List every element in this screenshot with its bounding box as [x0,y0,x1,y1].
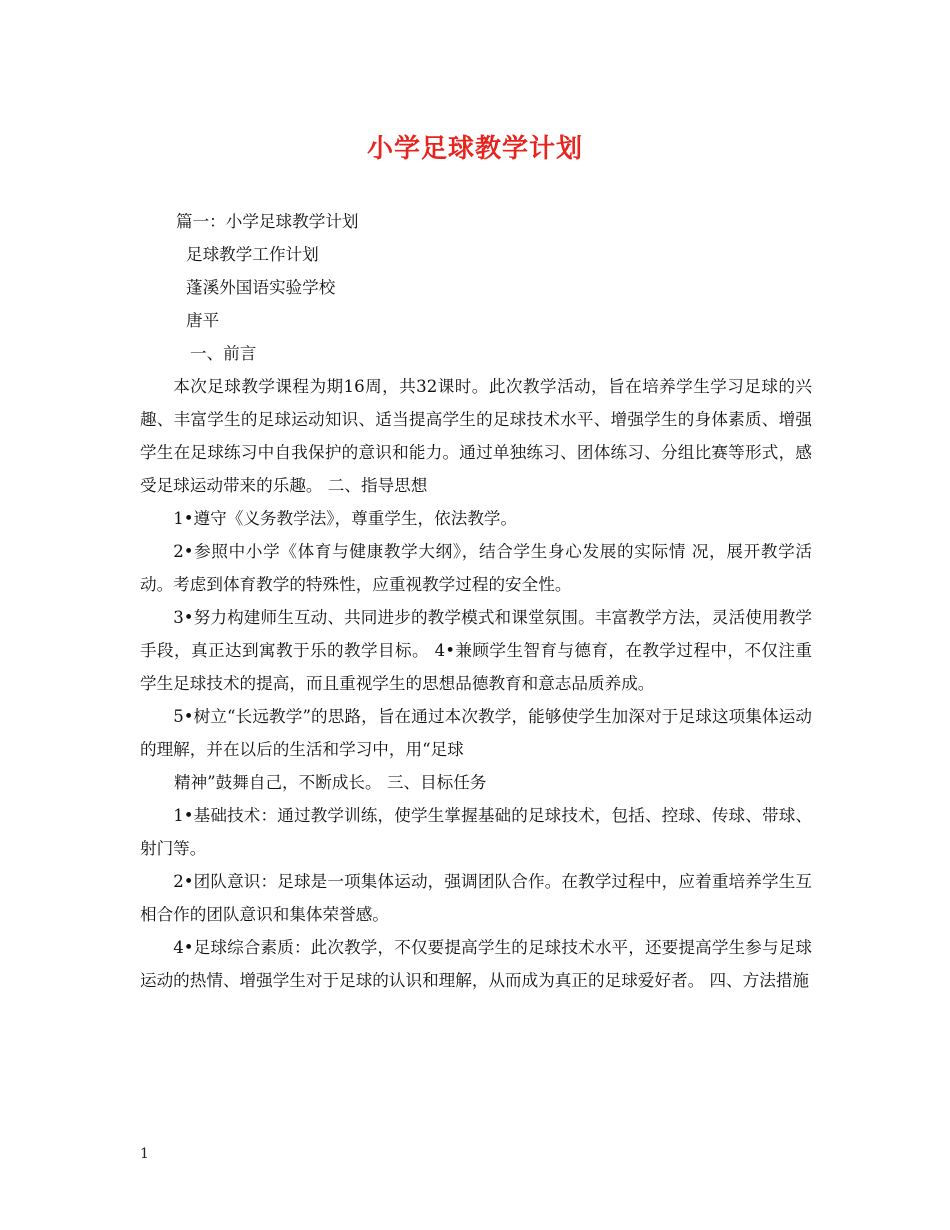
document-body [140,205,812,997]
paragraph-item-1: 1•遵守《义务教学法》，尊重学生，依法教学。 [173,509,518,528]
paragraph-item-5: 5•树立“长远教学”的思路，旨在通过本次教学，能够使学生加深对于足球这项集体运动的理解，并在以后的生活和学习中，用“足球 [140,707,812,759]
paragraph-item-3-4: 3•努力构建师生互动、共同进步的教学模式和课堂氛围。丰富教学方法，灵活使用教学手段，真正达到寓教于乐的教学目标。 4•兼顾学生智育与德育，在教学过程中，不仅注重学生足球技术的提高，而且重视学生的思想品德教育和意志品质养成。 [140,608,812,693]
page-number: 1 [140,1146,149,1162]
school-name: 蓬溪外国语实验学校 [186,278,336,297]
paragraph-goal-4: 4•足球综合素质：此次教学，不仅要提高学生的足球技术水平，还要提高学生参与足球运动的热情、增强学生对于足球的认识和理解，从而成为真正的足球爱好者。 四、方法措施 [140,938,812,990]
plan-name: 足球教学工作计划 [186,245,319,264]
paragraph-goal-1: 1•基础技术：通过教学训练，使学生掌握基础的足球技术，包括、控球、传球、带球、射门等。 [140,806,812,858]
paragraph-item-2: 2•参照中小学《体育与健康教学大纲》，结合学生身心发展的实际情 况，展开教学活动。考虑到体育教学的特殊性，应重视教学过程的安全性。 [140,542,812,594]
document-title: 小学足球教学计划 [366,134,583,164]
paragraph-goal-2: 2•团队意识：足球是一项集体运动，强调团队合作。在教学过程中，应着重培养学生互相合作的团队意识和集体荣誉感。 [140,872,812,924]
paragraph-continuation: 精神”鼓舞自己，不断成长。 三、目标任务 [174,773,487,792]
author-name: 唐平 [186,311,220,330]
section-preface: 一、前言 [190,344,257,363]
paragraph-preface: 本次足球教学课程为期16周，共32课时。此次教学活动，旨在培养学生学习足球的兴趣、丰富学生的足球运动知识、适当提高学生的足球技术水平、增强学生的身体素质、增强学生在足球练习中自我保护的意识和能力。通过单独练习、团体练习、分组比赛等形式，感受足球运动带来的乐趣。 二、指导思想 [140,377,812,495]
section-heading: 篇一：小学足球教学计划 [176,212,359,231]
